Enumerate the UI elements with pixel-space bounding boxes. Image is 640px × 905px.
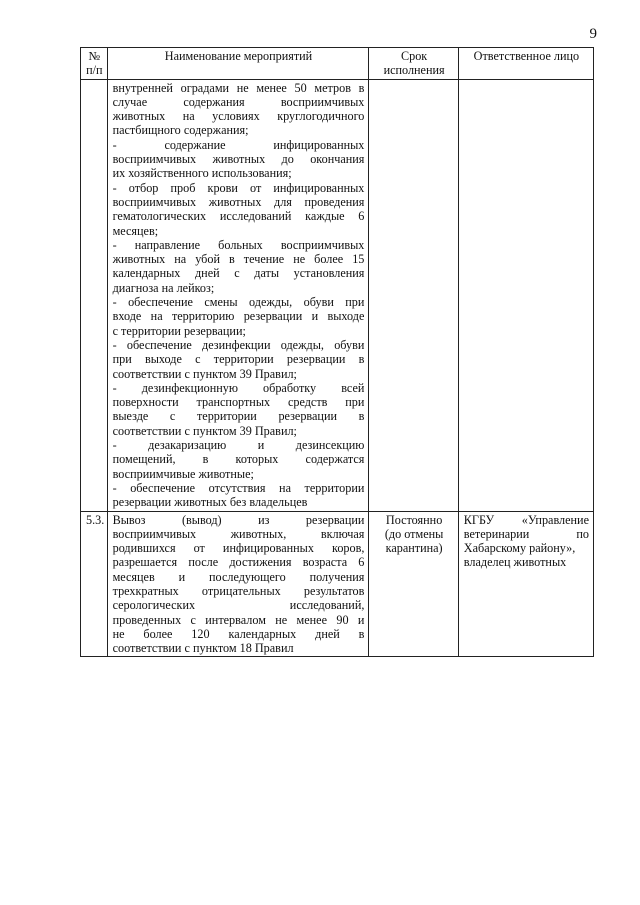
measure-name bbox=[107, 511, 369, 657]
measure-name-line: их хозяйственного использования; bbox=[112, 166, 292, 181]
measure-name-line: месяцев; bbox=[112, 223, 159, 238]
measure-name-line: не более 120 календарных дней в bbox=[112, 626, 365, 641]
measure-name-line: Вывоз (вывод) из резервации bbox=[112, 512, 365, 527]
measure-name-line: восприимчивые животные; bbox=[112, 466, 254, 481]
measure-name-line: случае содержания восприимчивых bbox=[112, 94, 365, 109]
header-responsible: Ответственное лицо bbox=[458, 48, 593, 80]
measure-name-line: - дезакаризацию и дезинсекцию bbox=[112, 438, 365, 453]
measure-name-line: резервации животных без владельцев bbox=[112, 495, 308, 510]
measure-name-line: восприимчивых животных до окончания bbox=[112, 152, 365, 167]
measure-name-line: трехкратных отрицательных результатов bbox=[112, 583, 365, 598]
measure-name-line: помещений, в которых содержатся bbox=[112, 452, 365, 467]
table-row bbox=[81, 511, 594, 657]
row-number: 5.3. bbox=[81, 511, 108, 657]
measure-name-line: календарных дней с даты установления bbox=[112, 266, 365, 281]
measure-name-line: - содержание инфицированных bbox=[112, 137, 365, 152]
responsible-cell bbox=[458, 79, 593, 511]
measure-name-line: - дезинфекционную обработку всей bbox=[112, 380, 365, 395]
measure-name-line: проведенных с интервалом не менее 90 и bbox=[112, 612, 365, 627]
measure-name-line: серологических исследований, bbox=[112, 598, 365, 613]
header-num: № п/п bbox=[81, 48, 108, 80]
term-line: (до отмены bbox=[384, 526, 444, 541]
term-line: карантина) bbox=[385, 541, 443, 556]
measure-name-line: пастбищного содержания; bbox=[112, 123, 249, 138]
measure-name-line: входе на территорию резервации и выходе bbox=[112, 309, 365, 324]
measure-name-line: с территории резервации; bbox=[112, 323, 246, 338]
measure-name bbox=[107, 79, 369, 511]
measure-name-line: поверхности транспортных средств при bbox=[112, 395, 365, 410]
measure-name-line: соответствии с пунктом 18 Правил bbox=[112, 641, 294, 656]
header-name: Наименование мероприятий bbox=[107, 48, 369, 80]
responsible-cell bbox=[458, 511, 593, 657]
measure-name-line: гематологических исследований каждые 6 bbox=[112, 209, 365, 224]
measure-name-line: - обеспечение отсутствия на территории bbox=[112, 480, 365, 495]
measure-name-line: - обеспечение дезинфекции одежды, обуви bbox=[112, 337, 365, 352]
measure-name-line: соответствии с пунктом 39 Правил; bbox=[112, 366, 297, 381]
measure-name-line: месяцев и последующего получения bbox=[112, 569, 365, 584]
measure-name-line: соответствии с пунктом 39 Правил; bbox=[112, 423, 297, 438]
measure-name-line: восприимчивых животных для проведения bbox=[112, 194, 365, 209]
term-cell bbox=[369, 79, 458, 511]
measure-name-line: при выходе с территории резервации в bbox=[112, 352, 365, 367]
responsible-cell-line: ветеринарии по bbox=[463, 526, 589, 541]
row-number bbox=[81, 79, 108, 511]
table-row bbox=[81, 79, 594, 511]
measure-name-line: - отбор проб крови от инфицированных bbox=[112, 180, 365, 195]
measure-name-line: восприимчивых животных, включая bbox=[112, 526, 365, 541]
measure-name-line: - обеспечение смены одежды, обуви при bbox=[112, 295, 365, 310]
term-line: Постоянно bbox=[385, 512, 443, 527]
measure-name-line: животных на условиях круглогодичного bbox=[112, 109, 365, 124]
responsible-cell-line: владелец животных bbox=[463, 555, 567, 570]
term-cell bbox=[369, 511, 458, 657]
measure-name-line: родившихся от инфицированных коров, bbox=[112, 541, 365, 556]
measure-name-line: разрешается после достижения возраста 6 bbox=[112, 555, 365, 570]
table-header-row bbox=[81, 48, 594, 80]
measure-name-line: выезде с территории резервации в bbox=[112, 409, 365, 424]
measure-name-line: животных на убой в течение не более 15 bbox=[112, 252, 365, 267]
table-body bbox=[81, 79, 594, 657]
measures-table bbox=[80, 47, 594, 657]
measure-name-line: диагноза на лейкоз; bbox=[112, 280, 215, 295]
page-number: 9 bbox=[589, 26, 597, 42]
responsible-cell-line: КГБУ «Управление bbox=[463, 512, 589, 527]
responsible-cell-line: Хабарскому району», bbox=[463, 541, 576, 556]
header-term: Срок исполнения bbox=[369, 48, 458, 80]
measure-name-line: - направление больных восприимчивых bbox=[112, 237, 365, 252]
measure-name-line: внутренней оградами не менее 50 метров в bbox=[112, 80, 365, 95]
